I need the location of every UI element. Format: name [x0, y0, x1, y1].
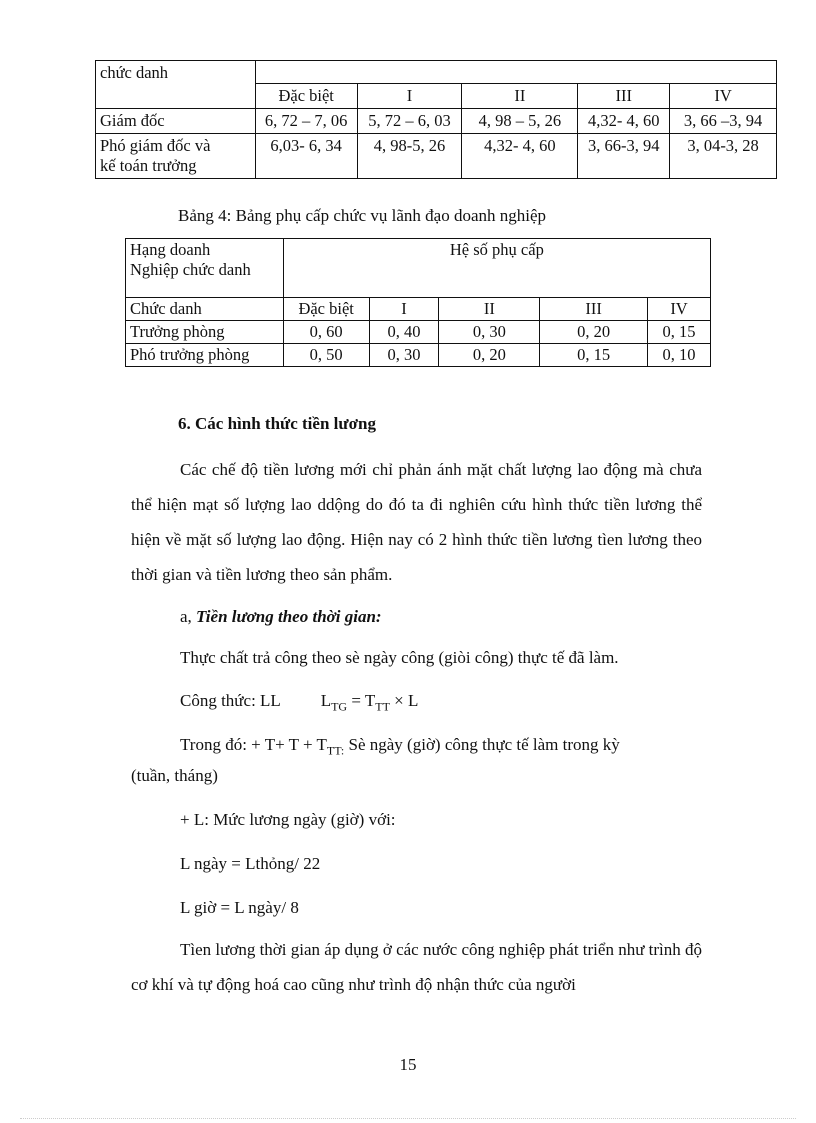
- table-cell: [96, 61, 256, 109]
- table-cell: 0, 20: [540, 321, 648, 344]
- grade-header: Đặc biệt: [283, 298, 369, 321]
- table-cell: 0, 30: [439, 321, 540, 344]
- formula-sub-tg: TG: [331, 699, 348, 714]
- table-cell: 0, 10: [648, 344, 711, 367]
- row-label-line: Phó giám đốc và: [100, 136, 211, 155]
- table-cell: [255, 61, 776, 84]
- table-row: [96, 134, 777, 179]
- grade-header: I: [369, 298, 439, 321]
- table-cell: 4,32- 4, 60: [578, 109, 670, 134]
- formula-line: [180, 691, 418, 714]
- table-cell: 0, 30: [369, 344, 439, 367]
- corner-header-line: Nghiệp chức danh: [130, 260, 251, 279]
- row-label: Giám đốc: [96, 109, 256, 134]
- formula-rest: × L: [389, 691, 419, 710]
- table-cell: 0, 40: [369, 321, 439, 344]
- table-row: [96, 109, 777, 134]
- trong-do-rest: Sè ngày (giờ) công thực tế làm trong kỳ: [344, 735, 620, 754]
- table-cell: 0, 60: [283, 321, 369, 344]
- grade-header: II: [462, 84, 578, 109]
- table-row: [126, 239, 711, 298]
- allowance-table: [125, 238, 711, 367]
- column-label: Chức danh: [126, 298, 284, 321]
- text-line: [180, 735, 702, 758]
- table-caption: Bảng 4: Bảng phụ cấp chức vụ lãnh đạo doanh nghiệp: [178, 206, 547, 225]
- formula-eq: = T: [347, 691, 376, 710]
- table-cell: 0, 20: [439, 344, 540, 367]
- trong-do-prefix: Trong đó: + T+ T + T: [180, 735, 327, 754]
- table-cell: 4, 98 – 5, 26: [462, 109, 578, 134]
- table-cell: 3, 66 –3, 94: [670, 109, 777, 134]
- sub-heading: [180, 607, 382, 627]
- grade-header: III: [540, 298, 648, 321]
- text-line: L giờ = L ngày/ 8: [180, 898, 299, 917]
- row-label: Phó trưởng phòng: [126, 344, 284, 367]
- table-cell: 3, 04-3, 28: [670, 134, 777, 179]
- grade-header: I: [357, 84, 462, 109]
- group-header: Hệ số phụ cấp: [283, 239, 710, 298]
- text-line: L ngày = Lthỏng/ 22: [180, 854, 321, 873]
- section-heading: 6. Các hình thức tiền lương: [178, 414, 376, 433]
- page-number: 15: [399, 1055, 417, 1074]
- grade-header: Đặc biệt: [255, 84, 357, 109]
- trong-do-sub: TT:: [326, 743, 345, 758]
- table-row: [126, 321, 711, 344]
- sub-heading-text: Tiền lương theo thời gian:: [196, 607, 382, 626]
- text-line: Thực chất trả công theo sè ngày công (giòi công) thực tế đã làm.: [180, 648, 619, 667]
- table-row: [126, 344, 711, 367]
- table-cell: 6,03- 6, 34: [255, 134, 357, 179]
- table-cell: 5, 72 – 6, 03: [357, 109, 462, 134]
- text-line: (tuần, tháng): [131, 766, 218, 785]
- row-label-line: kế toán trưởng: [100, 156, 197, 175]
- table-cell: 4,32- 4, 60: [462, 134, 578, 179]
- corner-header: [126, 239, 284, 298]
- sub-heading-prefix: a,: [180, 607, 197, 626]
- salary-coefficient-table: [95, 60, 777, 179]
- formula-l: L: [320, 691, 332, 710]
- row-label: Trưởng phòng: [126, 321, 284, 344]
- table-cell: 0, 50: [283, 344, 369, 367]
- formula-sub-tt: TT: [375, 699, 390, 714]
- table-cell: 0, 15: [540, 344, 648, 367]
- table-cell: 3, 66-3, 94: [578, 134, 670, 179]
- table-row: [126, 298, 711, 321]
- table-row: [96, 61, 777, 84]
- footer-divider: [20, 1118, 796, 1119]
- grade-header: IV: [670, 84, 777, 109]
- corner-header-line: Hạng doanh: [130, 240, 211, 259]
- table-cell: 4, 98-5, 26: [357, 134, 462, 179]
- table-cell: 0, 15: [648, 321, 711, 344]
- formula-prefix: Công thức: LL: [180, 691, 281, 710]
- row-label: chức danh: [100, 63, 169, 82]
- paragraph: Tìen lương thời gian áp dụng ở các nước công nghiệp phát triển như trình độ cơ khí và tự động hoá cao cũng như trình độ nhận thức của người: [131, 940, 703, 994]
- table-cell: 6, 72 – 7, 06: [255, 109, 357, 134]
- text-line: + L: Mức lương ngày (giờ) với:: [180, 810, 396, 829]
- grade-header: III: [578, 84, 670, 109]
- paragraph: Các chế độ tiền lương mới chỉ phản ánh mặt chất lượng lao động mà chưa thể hiện mạt số lượng lao ddộng do đó ta đi nghiên cứu hình thức tiền lương thể hiện về mặt số lượng lao động. Hiện nay có 2 hình thức tiền lương tìen lương theo thời gian và tiền lương theo sản phẩm.: [131, 460, 702, 584]
- grade-header: II: [439, 298, 540, 321]
- row-label: [96, 134, 256, 179]
- grade-header: IV: [648, 298, 711, 321]
